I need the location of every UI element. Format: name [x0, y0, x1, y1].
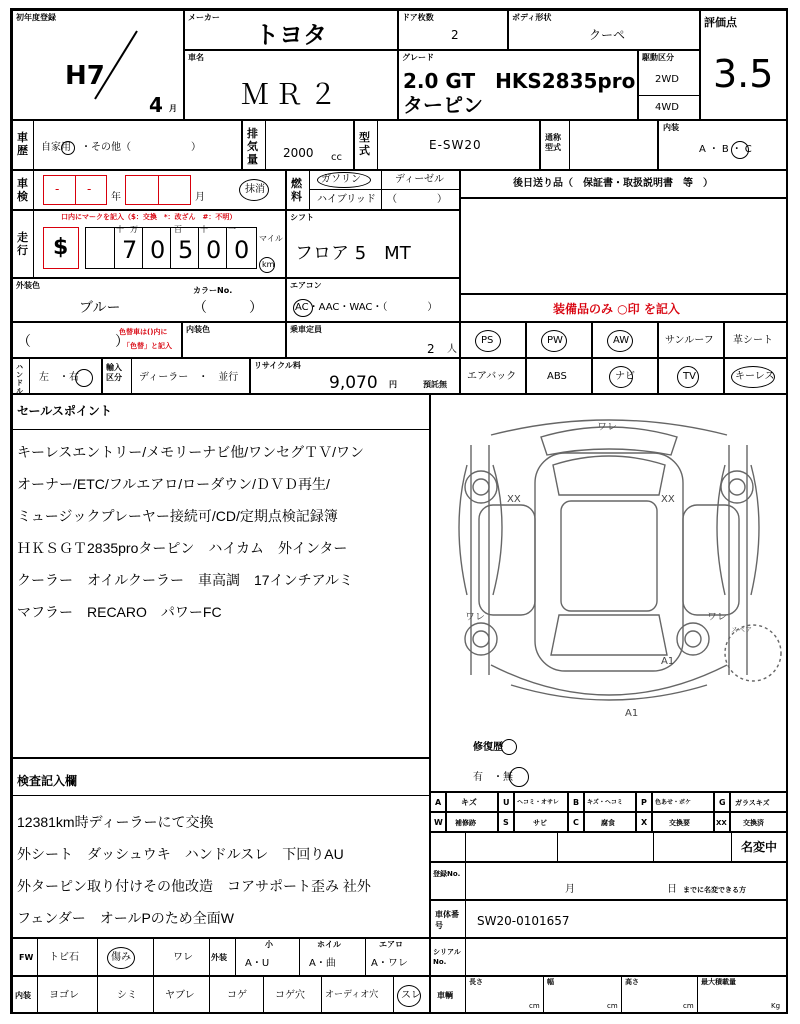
mileage-note: 口内にマークを記入（$：交換 *：改ざん #：不明）	[61, 213, 237, 221]
interior-grade-cell	[658, 120, 788, 170]
equip-airbag	[460, 358, 526, 394]
chassis-label: 車体番号	[435, 910, 459, 930]
ext-color-cell	[12, 278, 286, 322]
circle-mark	[293, 299, 313, 317]
legend-text: 腐食	[601, 819, 615, 827]
inspection-label: 車検	[17, 177, 28, 203]
digit: 0	[150, 236, 166, 264]
equip-label: 革シート	[733, 335, 773, 346]
legend-text: ガラスキズ	[735, 799, 770, 807]
legend-code: S	[503, 818, 509, 827]
car-name-cell	[184, 50, 398, 120]
interior-row	[12, 976, 430, 1014]
grade-line-2: ターピン	[403, 93, 483, 117]
inspection-cell	[12, 170, 286, 210]
sales-line: マフラー RECARO パワーFC	[17, 604, 222, 620]
body-label: ボディ形状	[512, 13, 552, 22]
recycle-label: リサイクル料	[254, 361, 301, 370]
size-cell	[430, 976, 788, 1014]
color-change-note-1: 色替車は()内に	[119, 328, 168, 336]
repair-value: 有 ・無	[473, 772, 513, 783]
damage-legend	[430, 792, 788, 832]
equip-ps	[460, 322, 526, 358]
digit: 7	[122, 236, 138, 264]
mile-unit: マイル	[259, 234, 283, 243]
docs-title: 後日送り品（ 保証書・取扱説明書 等 ）	[513, 178, 713, 189]
int-item: コゲ	[227, 990, 247, 1001]
circle-mark	[61, 141, 75, 155]
digit-unit: 十	[200, 225, 208, 234]
mileage-mark: $	[53, 235, 69, 260]
legend-text: キズ	[461, 798, 477, 807]
shift-value: フロア 5 MT	[295, 243, 411, 264]
displacement-cell	[242, 120, 354, 170]
capacity-value: 2	[427, 342, 435, 356]
ac-value: AC・AAC・WAC・（ ）	[295, 302, 438, 313]
grade-cell	[398, 50, 638, 120]
color-change-cell	[12, 322, 182, 358]
score-value: 3.5	[713, 52, 774, 96]
dash: -	[87, 182, 92, 196]
int-item: ヤブレ	[165, 990, 195, 1001]
deposit-value: 預託無	[423, 380, 447, 389]
legend-code: U	[503, 798, 510, 807]
repair-label: 修復歴	[473, 742, 503, 753]
mileage-label: 走行	[17, 231, 28, 257]
digit-unit: 一	[228, 225, 236, 234]
digit: 0	[234, 236, 250, 264]
cm-unit: cm	[607, 1002, 618, 1010]
handle-cell	[12, 358, 102, 394]
mark-wa-right: ワレ	[707, 612, 727, 623]
capacity-cell	[286, 322, 460, 358]
history-cell	[12, 120, 242, 170]
fuel-other: （ ）	[387, 194, 447, 205]
mark-a1-right: A1	[661, 656, 675, 667]
legend-text: サビ	[533, 819, 547, 827]
car-diagram-icon	[431, 395, 787, 725]
reg-deadline: までに名変できる方	[683, 886, 746, 894]
equip-label: エアバック	[467, 371, 517, 382]
legend-text: 交換済	[743, 819, 764, 827]
reg-no-label: 登録No.	[433, 870, 461, 878]
length-label: 長さ	[469, 978, 483, 986]
fw-item: トビ石	[49, 952, 79, 963]
mark-xx-left: XX	[507, 494, 521, 505]
year-unit: 年	[111, 192, 121, 203]
fw-item: ワレ	[173, 952, 193, 963]
circle-mark	[239, 179, 269, 201]
ext-aero: エアロ	[379, 940, 403, 949]
mileage-digits	[85, 227, 257, 269]
legend-text: ヘコミ・オサレ	[517, 799, 559, 806]
model-label: 型式	[359, 131, 370, 157]
ext-wheel-value: A・曲	[309, 958, 336, 969]
legend-code: B	[573, 798, 580, 807]
inspection-notes	[12, 758, 430, 938]
import-cell	[102, 358, 250, 394]
chassis-cell	[430, 900, 788, 938]
legend-code: W	[434, 818, 443, 827]
maker-cell	[184, 10, 398, 50]
dash: -	[55, 182, 60, 196]
sales-line: クーラー オイルクーラー 車高調 17インチアルミ	[17, 572, 354, 588]
yen-unit: 円	[389, 380, 397, 389]
digit-unit: 万	[130, 225, 138, 234]
body-value: クーペ	[589, 28, 626, 42]
equip-abs	[526, 358, 592, 394]
int-item: ヨゴレ	[49, 990, 79, 1001]
expired-value: 抹消	[245, 184, 265, 195]
reg-no-cell	[430, 862, 788, 900]
equip-aw	[592, 322, 658, 358]
equip-sunroof	[658, 322, 724, 358]
circle-mark	[509, 767, 529, 787]
serial-label: シリアルNo.	[433, 948, 461, 966]
auction-sheet	[10, 8, 788, 1014]
recycle-value: 9,070	[329, 373, 378, 393]
grade-line-1: 2.0 GT HKS2835pro	[403, 69, 636, 93]
equipment-title: 装備品のみ ○印 を記入	[553, 302, 680, 316]
fuel-cell	[286, 170, 460, 210]
equipment-title-cell	[460, 294, 788, 322]
digit: 5	[178, 236, 194, 264]
int-item: オーディオ穴	[325, 990, 379, 1000]
grade-label: グレード	[402, 53, 434, 62]
common-model-label: 通称型式	[545, 133, 561, 152]
interior-grades: A・B・C	[699, 144, 755, 155]
score-label: 評価点	[704, 16, 737, 29]
displacement-label: 排気量	[247, 127, 258, 166]
inspection-line: フェンダー オールPのため全面W	[17, 910, 235, 926]
doors-value: 2	[451, 28, 459, 42]
first-registration-month: 4	[149, 93, 163, 117]
int-label: 内装	[15, 991, 31, 1000]
ext-small-value: A・U	[245, 958, 270, 969]
name-change: 名変中	[741, 840, 778, 854]
body-cell	[508, 10, 700, 50]
int-item: コゲ穴	[275, 990, 305, 1001]
doors-cell	[398, 10, 508, 50]
drive-2wd: 2WD	[655, 74, 679, 85]
legend-text: 補修跡	[455, 819, 476, 827]
height-label: 高さ	[625, 978, 639, 986]
sales-line: ＨＫＳＧＴ2835proターピン ハイカム 外インター	[17, 540, 348, 556]
circle-mark	[317, 172, 371, 188]
drive-cell	[638, 50, 700, 120]
legend-text: 色あせ・ボケ	[655, 799, 692, 806]
kg-unit: Kg	[771, 1002, 781, 1010]
import-label: 輸入区分	[106, 363, 122, 382]
maker-label: メーカー	[188, 13, 220, 22]
fw-item: 傷み	[111, 952, 131, 963]
legend-code: XX	[716, 819, 727, 827]
chassis-value: SW20-0101657	[477, 914, 570, 928]
score-cell	[700, 10, 788, 120]
digit-unit: 十	[116, 225, 124, 234]
mark-wa-left: ワレ	[465, 612, 485, 623]
fuel-hybrid: ハイブリッド	[317, 194, 376, 205]
capacity-label: 乗車定員	[290, 325, 322, 334]
circle-mark	[259, 257, 275, 273]
equip-pw	[526, 322, 592, 358]
recycle-cell	[250, 358, 460, 394]
doors-label: ドア枚数	[402, 13, 434, 22]
mark-wa-top: ワレ	[597, 422, 617, 433]
max-load-label: 最大積載量	[701, 978, 736, 986]
car-name-label: 車名	[188, 53, 204, 62]
int-item: スレ	[401, 990, 421, 1001]
handle-value: 左 ・右	[39, 372, 79, 383]
legend-code: A	[435, 798, 442, 807]
equip-label: サンルーフ	[665, 335, 714, 346]
fw-label: FW	[19, 953, 34, 962]
ext-color-value: ブルー	[79, 300, 121, 316]
color-change-paren: （ ）	[17, 334, 129, 350]
serial-cell	[430, 938, 788, 976]
displacement-value: 2000	[283, 146, 314, 160]
interior-label: 内装	[663, 123, 679, 132]
circle-mark	[541, 330, 567, 352]
equip-keyless	[724, 358, 788, 394]
sales-title: セールスポイント	[17, 404, 112, 418]
km-unit: km	[262, 260, 275, 269]
equip-label: ABS	[547, 371, 567, 382]
inspection-notes-title: 検査記入欄	[17, 774, 78, 788]
fw-ext-row	[12, 938, 430, 976]
circle-mark	[607, 330, 633, 352]
ext-color-label: 外装色	[16, 281, 40, 290]
color-change-note-2: 「色替」と記入	[123, 342, 172, 350]
digit-unit: 百	[174, 225, 182, 234]
cm-unit: cm	[683, 1002, 694, 1010]
circle-mark	[501, 739, 517, 755]
circle-mark	[731, 366, 775, 388]
shift-label: シフト	[290, 213, 314, 222]
circle-mark	[609, 366, 633, 388]
digit: 0	[206, 236, 222, 264]
reg-month-unit: 月	[565, 884, 575, 895]
ext-wheel: ホイル	[317, 940, 341, 949]
car-name-value: ＭＲ２	[241, 78, 344, 111]
month-unit: 月	[195, 192, 205, 203]
equip-label: キーレス	[735, 371, 775, 382]
name-change-cell	[430, 832, 788, 862]
handwritten-slash	[91, 29, 141, 101]
maker-value: トヨタ	[255, 21, 327, 49]
circle-mark	[731, 141, 749, 159]
equip-label: AW	[613, 335, 630, 346]
drive-label: 駆動区分	[642, 53, 674, 62]
capacity-unit: 人	[447, 344, 457, 355]
legend-code: X	[641, 818, 648, 827]
drive-4wd: 4WD	[655, 102, 679, 113]
sales-line: ミュージックプレーヤー接続可/CD/定期点検記録簿	[17, 508, 338, 524]
ext-aero-value: A・ワレ	[371, 958, 408, 969]
fuel-label: 燃料	[291, 177, 302, 203]
equip-label: ナビ	[615, 371, 635, 382]
circle-mark	[107, 947, 135, 969]
equip-label: PS	[481, 335, 494, 346]
mark-a1-bottom: A1	[625, 708, 639, 719]
ac-label: エアコン	[290, 281, 322, 290]
cm-unit: cm	[529, 1002, 540, 1010]
inspection-line: 外シート ダッシュウキ ハンドルスレ 下回りAU	[17, 846, 344, 862]
inspection-line: 外ターピン取り付けその他改造 コアサポート歪み 社外	[17, 878, 371, 894]
sales-line: オーナー/ETC/フルエアロ/ローダウン/ＤＶＤ再生/	[17, 476, 330, 492]
size-label: 車輌	[437, 991, 453, 1000]
import-value: ディーラー ・ 並行	[139, 372, 239, 383]
mileage-cell	[12, 210, 286, 278]
fuel-diesel: ディーゼル	[395, 174, 444, 185]
equip-label: TV	[683, 371, 696, 382]
first-registration-year: H7	[65, 61, 105, 91]
ext-label: 外装	[211, 953, 227, 962]
docs-area	[460, 198, 788, 294]
car-diagram-area	[430, 394, 788, 792]
circle-mark	[475, 330, 501, 352]
model-cell	[354, 120, 540, 170]
width-label: 幅	[547, 978, 554, 986]
ac-cell	[286, 278, 460, 322]
month-unit: 月	[169, 104, 177, 113]
circle-mark	[677, 366, 699, 388]
fuel-gas: ガソリン	[321, 174, 361, 185]
equip-label: PW	[547, 335, 563, 346]
equip-leather	[724, 322, 788, 358]
history-value: 自家用 ・その他（ ）	[41, 142, 201, 153]
docs-title-cell	[460, 170, 788, 198]
reg-day-unit: 日	[667, 884, 677, 895]
legend-code: G	[719, 798, 726, 807]
int-item: シミ	[117, 990, 137, 1001]
equip-navi	[592, 358, 658, 394]
first-registration-label: 初年度登録	[16, 13, 56, 22]
inspection-line: 12381km時ディーラーにて交換	[17, 814, 214, 830]
legend-text: キズ・ヘコミ	[587, 799, 623, 806]
int-color-cell	[182, 322, 286, 358]
history-label: 車歴	[17, 131, 28, 157]
sales-points	[12, 394, 430, 758]
color-no-label: カラーNo.	[193, 286, 233, 295]
legend-text: 交換要	[669, 819, 690, 827]
legend-code: C	[573, 818, 579, 827]
handle-label: ハンドル	[16, 363, 23, 395]
circle-mark	[75, 369, 93, 387]
legend-code: P	[641, 798, 647, 807]
cc-unit: cc	[331, 152, 342, 163]
equip-tv	[658, 358, 724, 394]
circle-mark	[397, 985, 421, 1007]
mark-spare: スペア	[731, 626, 752, 634]
shift-cell	[286, 210, 460, 278]
model-value: E-SW20	[429, 138, 482, 152]
common-model-cell	[540, 120, 658, 170]
int-color-label: 内装色	[186, 325, 210, 334]
color-no-value: （ ）	[193, 300, 263, 316]
ext-small: 小	[265, 940, 273, 949]
mark-xx-right: XX	[661, 494, 675, 505]
first-registration-cell	[12, 10, 184, 120]
sales-line: キーレスエントリー/メモリーナビ他/ワンセグＴＶ/ワン	[17, 444, 364, 460]
